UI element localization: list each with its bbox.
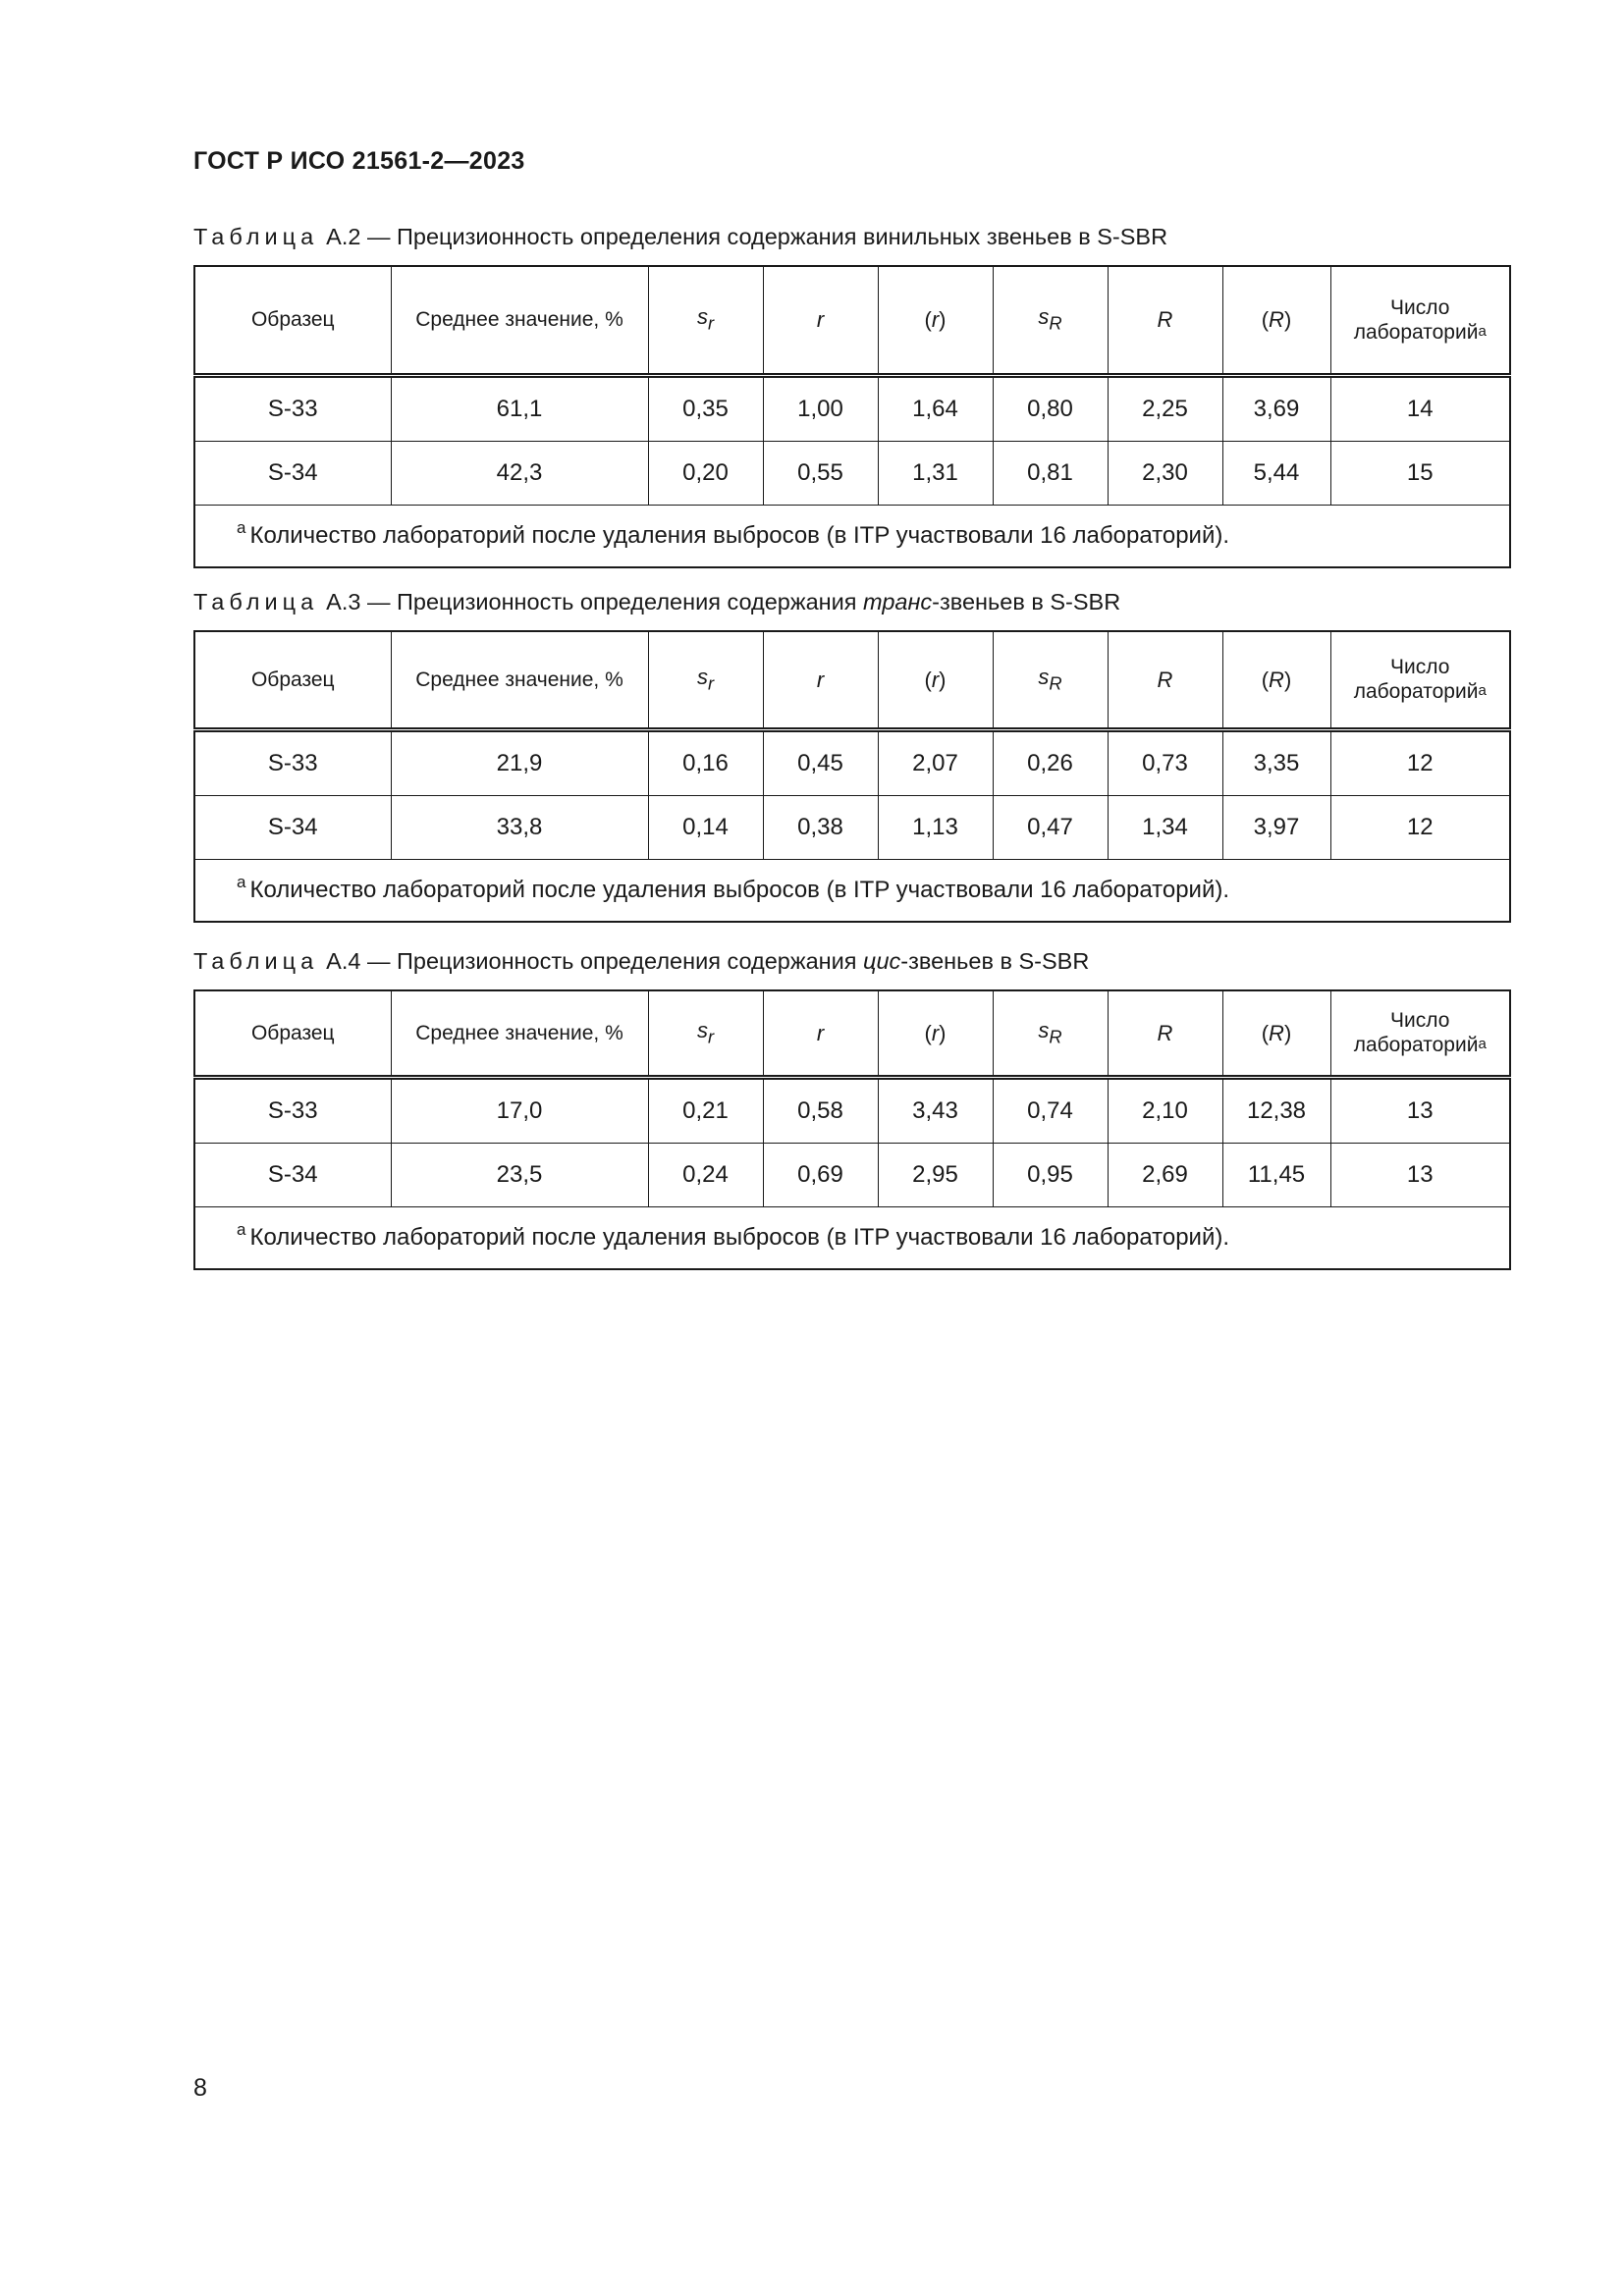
caption-number: А.4 — [326, 948, 361, 974]
cell-mean: 33,8 — [391, 795, 648, 859]
col-sR-header: $s_R$ — [993, 266, 1108, 375]
table-a4-caption — [193, 946, 1509, 989]
col-mean-header: Среднее значение, % — [391, 266, 648, 375]
cell-r: 1,00 — [763, 375, 878, 441]
caption-number: А.2 — [326, 224, 361, 249]
caption-text-italic: транс — [863, 589, 933, 614]
table-row — [194, 729, 1510, 795]
cell-labs: 13 — [1330, 1077, 1510, 1143]
table-row — [194, 375, 1510, 441]
table-row — [194, 1143, 1510, 1206]
cell-sample: S-33 — [194, 375, 391, 441]
caption-prefix: Таблица — [193, 224, 319, 249]
header-row — [194, 990, 1510, 1077]
col-r-paren-header: (r) — [878, 990, 993, 1077]
document-header: ГОСТ Р ИСО 21561-2—2023 — [193, 147, 525, 175]
cell-r-paren: 3,43 — [878, 1077, 993, 1143]
col-R-header: R — [1108, 631, 1222, 729]
cell-r-paren: 2,07 — [878, 729, 993, 795]
caption-prefix: Таблица — [193, 948, 319, 974]
table-a4-block — [193, 946, 1509, 1270]
cell-sR: 0,80 — [993, 375, 1108, 441]
caption-text-italic: цис — [863, 948, 901, 974]
table-row — [194, 441, 1510, 505]
cell-R: 1,34 — [1108, 795, 1222, 859]
cell-R-paren: 12,38 — [1222, 1077, 1330, 1143]
page-number: 8 — [193, 2074, 207, 2102]
footnote-row — [194, 505, 1510, 567]
col-R-paren-header: (R) — [1222, 266, 1330, 375]
cell-r: 0,69 — [763, 1143, 878, 1206]
cell-r: 0,55 — [763, 441, 878, 505]
cell-r-paren: 1,64 — [878, 375, 993, 441]
col-r-header: r — [763, 266, 878, 375]
cell-mean: 23,5 — [391, 1143, 648, 1206]
col-sR-header: $s_R$ — [993, 990, 1108, 1077]
col-sR-header: $s_R$ — [993, 631, 1108, 729]
cell-R: 2,10 — [1108, 1077, 1222, 1143]
cell-R-paren: 3,69 — [1222, 375, 1330, 441]
cell-R: 0,73 — [1108, 729, 1222, 795]
col-labs-header: Число лабораторий$^a$ — [1330, 266, 1510, 375]
cell-sR: 0,47 — [993, 795, 1108, 859]
col-r-paren-header: (r) — [878, 266, 993, 375]
table-footnote: $^a$ Количество лабораторий после удаления выбросов (в ITP участвовали 16 лабораторий). — [194, 859, 1510, 922]
cell-labs: 14 — [1330, 375, 1510, 441]
cell-sR: 0,81 — [993, 441, 1108, 505]
cell-sr: 0,24 — [648, 1143, 763, 1206]
col-sr-header: $s_r$ — [648, 631, 763, 729]
cell-R: 2,69 — [1108, 1143, 1222, 1206]
table-footnote: $^a$ Количество лабораторий после удаления выбросов (в ITP участвовали 16 лабораторий). — [194, 505, 1510, 567]
footnote-row — [194, 1206, 1510, 1269]
caption-text: — Прецизионность определения содержания — [360, 948, 864, 974]
table-row — [194, 795, 1510, 859]
cell-R-paren: 5,44 — [1222, 441, 1330, 505]
col-sr-header: $s_r$ — [648, 266, 763, 375]
cell-R: 2,30 — [1108, 441, 1222, 505]
cell-r: 0,38 — [763, 795, 878, 859]
col-labs-header: Число лабораторий$^a$ — [1330, 631, 1510, 729]
cell-sR: 0,95 — [993, 1143, 1108, 1206]
cell-labs: 12 — [1330, 729, 1510, 795]
table-row — [194, 1077, 1510, 1143]
cell-sr: 0,35 — [648, 375, 763, 441]
cell-r-paren: 1,31 — [878, 441, 993, 505]
col-mean-header: Среднее значение, % — [391, 631, 648, 729]
col-labs-header: Число лабораторий$^a$ — [1330, 990, 1510, 1077]
cell-sr: 0,16 — [648, 729, 763, 795]
cell-mean: 61,1 — [391, 375, 648, 441]
cell-sR: 0,74 — [993, 1077, 1108, 1143]
col-mean-header: Среднее значение, % — [391, 990, 648, 1077]
cell-sr: 0,20 — [648, 441, 763, 505]
table-a3 — [193, 630, 1511, 923]
cell-R: 2,25 — [1108, 375, 1222, 441]
cell-mean: 21,9 — [391, 729, 648, 795]
col-sample-header: Образец — [194, 266, 391, 375]
footnote-row — [194, 859, 1510, 922]
col-r-paren-header: (r) — [878, 631, 993, 729]
cell-sR: 0,26 — [993, 729, 1108, 795]
cell-r: 0,58 — [763, 1077, 878, 1143]
cell-labs: 15 — [1330, 441, 1510, 505]
cell-labs: 12 — [1330, 795, 1510, 859]
table-a2 — [193, 265, 1511, 568]
caption-number: А.3 — [326, 589, 361, 614]
col-r-header: r — [763, 631, 878, 729]
cell-sample: S-34 — [194, 795, 391, 859]
cell-sr: 0,14 — [648, 795, 763, 859]
col-sample-header: Образец — [194, 990, 391, 1077]
col-R-paren-header: (R) — [1222, 631, 1330, 729]
caption-text-end: -звеньев в S-SBR — [932, 589, 1121, 614]
col-R-header: R — [1108, 266, 1222, 375]
cell-R-paren: 3,97 — [1222, 795, 1330, 859]
col-sr-header: $s_r$ — [648, 990, 763, 1077]
cell-r: 0,45 — [763, 729, 878, 795]
table-a3-block — [193, 587, 1509, 923]
col-R-header: R — [1108, 990, 1222, 1077]
cell-sr: 0,21 — [648, 1077, 763, 1143]
cell-r-paren: 1,13 — [878, 795, 993, 859]
cell-r-paren: 2,95 — [878, 1143, 993, 1206]
caption-text: — Прецизионность определения содержания — [360, 589, 864, 614]
cell-sample: S-33 — [194, 729, 391, 795]
cell-R-paren: 3,35 — [1222, 729, 1330, 795]
table-a4 — [193, 989, 1511, 1270]
table-footnote: $^a$ Количество лабораторий после удаления выбросов (в ITP участвовали 16 лабораторий). — [194, 1206, 1510, 1269]
cell-mean: 17,0 — [391, 1077, 648, 1143]
col-r-header: r — [763, 990, 878, 1077]
table-a3-caption — [193, 587, 1509, 630]
col-sample-header: Образец — [194, 631, 391, 729]
table-a2-caption — [193, 222, 1509, 265]
header-row — [194, 631, 1510, 729]
cell-mean: 42,3 — [391, 441, 648, 505]
cell-labs: 13 — [1330, 1143, 1510, 1206]
header-row — [194, 266, 1510, 375]
table-a2-block — [193, 222, 1509, 568]
caption-prefix: Таблица — [193, 589, 319, 614]
cell-R-paren: 11,45 — [1222, 1143, 1330, 1206]
cell-sample: S-34 — [194, 441, 391, 505]
caption-text-end: -звеньев в S-SBR — [900, 948, 1090, 974]
caption-text: — Прецизионность определения содержания винильных звеньев в S-SBR — [360, 224, 1168, 249]
col-R-paren-header: (R) — [1222, 990, 1330, 1077]
cell-sample: S-33 — [194, 1077, 391, 1143]
cell-sample: S-34 — [194, 1143, 391, 1206]
